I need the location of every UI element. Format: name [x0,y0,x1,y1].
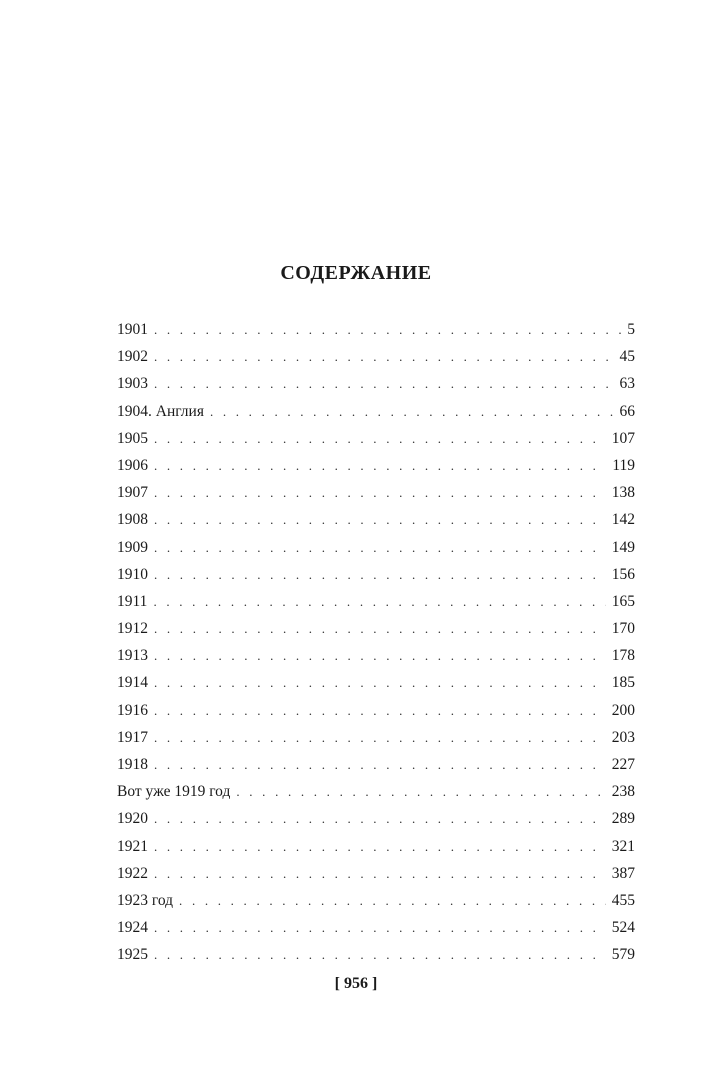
toc-entry [117,669,635,696]
table-of-contents [117,316,635,969]
toc-entry [117,452,635,479]
toc-entry-page: 156 [611,565,635,583]
toc-entry-page: 149 [611,538,635,556]
dot-leader [154,805,606,832]
toc-entry [117,941,635,968]
toc-entry-label: 1925 [117,946,148,964]
toc-entry-label: 1901 [117,321,148,338]
toc-entry-page: 579 [611,946,635,964]
toc-entry-label: 1923 год [117,891,174,909]
dot-leader [179,887,606,914]
toc-entry-label: 1903 [117,375,148,393]
toc-entry-page: 138 [611,484,635,502]
toc-entry [117,425,635,452]
toc-entry-page: 185 [611,674,635,692]
toc-entry [117,642,635,669]
toc-entry-label: 1905 [117,429,148,447]
toc-entry-page: 5 [627,321,635,338]
dot-leader [154,669,606,696]
dot-leader [210,398,614,425]
dot-leader [154,642,606,669]
page-number: [ 956 ] [334,975,378,992]
dot-leader [153,588,605,615]
dot-leader [154,833,606,860]
dot-leader [154,343,614,370]
toc-entry-page: 289 [611,810,635,828]
toc-entry [117,914,635,941]
toc-entry-label: 1912 [117,620,148,638]
dot-leader [154,316,621,343]
toc-entry-label: 1908 [117,511,148,529]
toc-entry-page: 387 [611,864,635,882]
dot-leader [154,506,606,533]
toc-entry [117,615,635,642]
toc-entry [117,534,635,561]
dot-leader [154,697,606,724]
toc-entry-page: 119 [612,456,635,474]
toc-entry [117,316,635,343]
toc-entry-label: 1918 [117,756,148,773]
toc-entry-label: 1920 [117,810,148,828]
toc-entry [117,398,635,425]
toc-entry-label: 1924 [117,919,148,937]
dot-leader [154,941,606,968]
toc-entry [117,588,635,615]
toc-entry-label: 1911 [117,592,148,610]
toc-entry-page: 142 [611,511,635,529]
toc-entry-page: 178 [611,647,635,665]
toc-entry-page: 524 [611,919,635,937]
toc-entry-label: 1904. Англия [117,402,204,420]
toc-entry-label: 1914 [117,674,148,692]
dot-leader [154,751,606,778]
toc-entry-label: 1906 [117,456,148,474]
toc-entry-page: 170 [611,620,635,638]
dot-leader [154,561,606,588]
toc-entry [117,479,635,506]
toc-entry [117,805,635,832]
toc-entry-page: 107 [611,429,635,447]
toc-entry-label: 1909 [117,538,148,556]
dot-leader [154,425,606,452]
toc-entry-page: 63 [619,375,635,393]
toc-entry [117,343,635,370]
toc-entry-page: 66 [619,402,635,420]
toc-entry-page: 45 [619,348,635,366]
toc-entry-label: 1910 [117,565,148,583]
toc-entry-label: 1916 [117,701,148,719]
toc-entry-page: 455 [611,891,635,909]
toc-entry [117,697,635,724]
dot-leader [154,724,606,751]
toc-entry [117,860,635,887]
toc-entry-label: 1922 [117,864,148,882]
page-title: СОДЕРЖАНИЕ [280,262,432,284]
toc-entry [117,370,635,397]
toc-entry-page: 227 [611,756,635,773]
dot-leader [236,778,605,805]
toc-entry [117,751,635,778]
toc-entry [117,778,635,805]
toc-entry [117,724,635,751]
dot-leader [154,452,606,479]
dot-leader [154,914,606,941]
toc-entry-page: 203 [611,728,635,746]
toc-entry-label: 1917 [117,728,148,746]
toc-entry-label: 1921 [117,837,148,855]
dot-leader [154,615,606,642]
toc-entry [117,887,635,914]
dot-leader [154,860,606,887]
toc-entry [117,506,635,533]
dot-leader [154,534,606,561]
toc-entry-page: 200 [611,701,635,719]
dot-leader [154,370,614,397]
toc-entry-label: 1907 [117,484,148,502]
toc-entry-label: Вот уже 1919 год [117,783,231,801]
toc-entry [117,561,635,588]
toc-entry-label: 1913 [117,647,148,665]
toc-entry-label: 1902 [117,348,148,366]
toc-entry [117,833,635,860]
toc-entry-page: 238 [611,783,635,801]
toc-entry-page: 165 [611,592,635,610]
toc-entry-page: 321 [611,837,635,855]
dot-leader [154,479,606,506]
